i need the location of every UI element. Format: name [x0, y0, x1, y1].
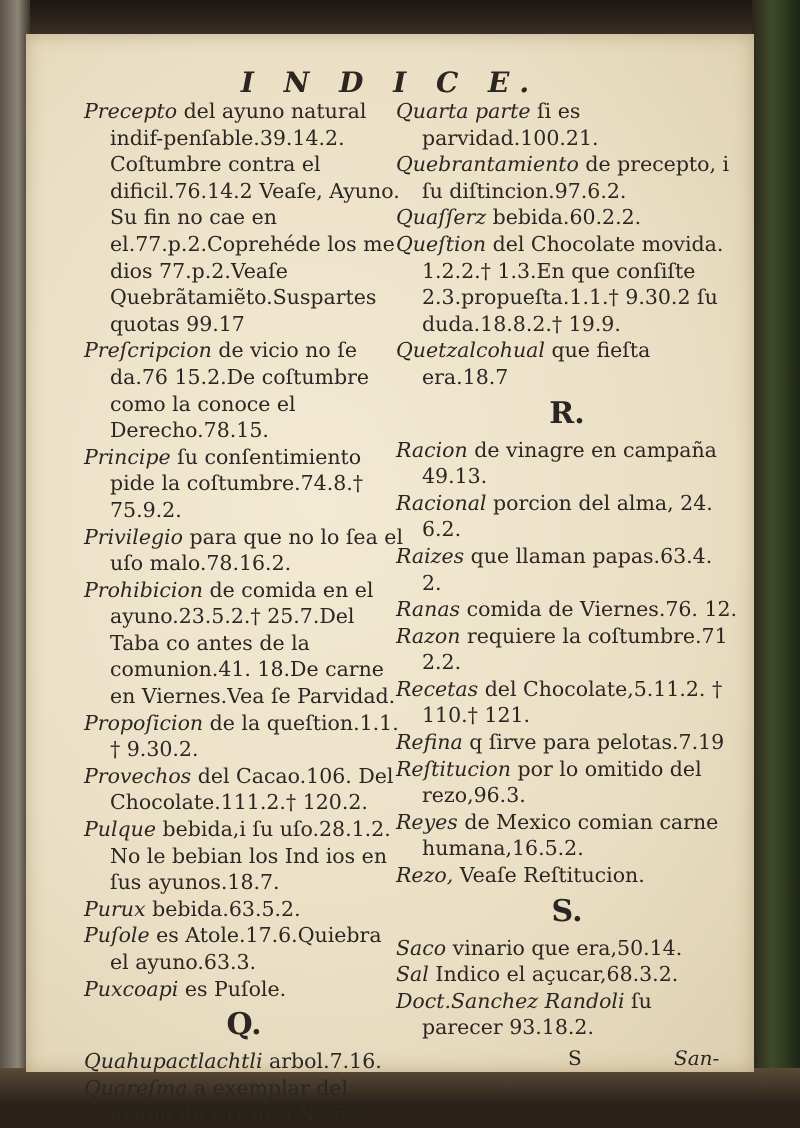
entry-term: Racion — [396, 437, 468, 462]
entry-term: Sal — [396, 962, 429, 987]
entry-term: Privilegio — [84, 524, 183, 549]
index-entry — [84, 577, 404, 710]
index-entry — [396, 596, 738, 623]
entry-term: Precepto — [84, 99, 178, 123]
index-entry — [84, 524, 404, 577]
entry-term: Raizes — [396, 543, 465, 568]
index-entry — [396, 151, 738, 204]
index-entry — [84, 1048, 404, 1075]
entry-text: a exemplar del ayuno de Criſto S.N.35.7. — [110, 1075, 373, 1127]
entry-term: Rezo, — [396, 863, 454, 888]
entry-text: del Chocolate,5.11.2. † 110.† 121. — [422, 676, 723, 728]
entry-text: por lo omitido del rezo,96.3. — [422, 756, 702, 808]
entry-term: Purux — [84, 896, 146, 921]
section-letter: R. — [549, 395, 585, 431]
entry-term: Quahupactlachtli — [84, 1049, 263, 1074]
index-entry — [84, 337, 404, 443]
entry-text: Indico el açucar,68.3.2. — [428, 962, 679, 987]
entry-text: de vinagre en campaña 49.13. — [422, 437, 717, 489]
signature-mark: S — [568, 1046, 582, 1070]
entry-text: arbol.7.16. — [262, 1049, 382, 1074]
index-column-right — [396, 98, 738, 1041]
index-entry — [84, 710, 404, 763]
entry-term: Quarta parte — [396, 99, 531, 123]
entry-term: Saco — [396, 935, 447, 960]
entry-text: de precepto, i ſu diſtincion.97.6.2. — [422, 152, 730, 203]
entry-text: de Mexico comian carne humana,16.5.2. — [422, 809, 719, 861]
index-entry — [396, 437, 738, 490]
entry-term: Racional — [396, 490, 487, 515]
entry-text: Veaſe Reſtitucion. — [453, 863, 645, 888]
entry-term: Reſtitucion — [396, 756, 511, 781]
entry-term: Puſole — [84, 923, 150, 948]
index-entry — [84, 816, 404, 896]
entry-term: Reyes — [396, 809, 458, 834]
entry-text: porcion del alma, 24. 6.2. — [422, 490, 713, 542]
index-entry — [396, 676, 738, 729]
entry-term: Quaſſerz — [396, 205, 487, 230]
index-entry — [396, 98, 738, 151]
index-entry — [396, 756, 738, 809]
index-entry — [396, 490, 738, 543]
book-page — [26, 34, 754, 1127]
index-entry — [396, 729, 738, 756]
index-entry — [396, 935, 738, 962]
entry-term: Doct.Sanchez Randoli — [396, 988, 625, 1013]
index-entry — [84, 976, 404, 1003]
index-entry — [396, 543, 738, 596]
entry-text: es Puſole. — [178, 976, 287, 1001]
index-entry — [84, 1075, 404, 1128]
entry-term: Queſtion — [396, 231, 487, 256]
entry-term: Pulque — [84, 817, 157, 842]
entry-text: de la queſtion.1.1. † 9.30.2. — [110, 710, 399, 762]
catchword: San- — [674, 1046, 720, 1070]
entry-term: Quareſma — [84, 1075, 188, 1100]
index-entry — [84, 763, 404, 816]
entry-text: del Cacao.106. Del Chocolate.111.2.† 120.2. — [110, 763, 394, 815]
section-letter: Q. — [226, 1007, 262, 1043]
entry-text: de vicio no ſe da.76 15.2.De coſtumbre como la conoce el Derecho.78.15. — [110, 338, 370, 443]
index-entry — [396, 961, 738, 988]
entry-term: Recetas — [396, 676, 479, 701]
entry-term: Prohibicion — [84, 577, 203, 602]
entry-term: Razon — [396, 623, 461, 648]
entry-text: requiere la coſtumbre.71 2.2. — [422, 623, 728, 675]
entry-text: es Atole.17.6.Quiebra el ayuno.63.3. — [110, 923, 382, 974]
entry-text: del ayuno natural indif-penſable.39.14.2. Coſtumbre contra el dificil.76.14.2 Veaſe, Ayuno. Su fin no cae en el.77.p.2.Coprehéde los me dios 77.p.2.Veaſe Quebrãtamiẽto.Suspartes quotas 99.17 — [110, 99, 400, 336]
entry-term: Provechos — [84, 763, 192, 788]
entry-term: Refina — [396, 730, 463, 755]
entry-text: de comida en el ayuno.23.5.2.† 25.7.Del Taba co antes de la comunion.41. 18.De carne en Viernes.Vea ſe Parvidad. — [110, 577, 396, 709]
entry-term: Puxcoapi — [84, 976, 179, 1001]
entry-term: Ranas — [396, 597, 461, 622]
entry-text: ſi es parvidad.100.21. — [422, 99, 599, 150]
entry-text: ſu conſentimiento pide la coſtumbre.74.8.† 75.9.2. — [110, 444, 364, 522]
index-entry — [84, 98, 404, 337]
entry-term: Quetzalcohual — [396, 338, 545, 363]
index-entry — [396, 809, 738, 862]
entry-text: bebida.63.5.2. — [145, 896, 301, 921]
index-entry — [396, 231, 738, 337]
entry-text: que fieſta era.18.7 — [422, 338, 651, 389]
entry-term: Preſcripcion — [84, 338, 212, 363]
entry-text: comida de Viernes.76. 12. — [460, 597, 738, 622]
section-letter: S. — [551, 893, 583, 929]
entry-term: Quebrantamiento — [396, 152, 579, 177]
entry-term: Principe — [84, 444, 171, 469]
index-entry — [396, 337, 738, 390]
entry-text: del Chocolate movida. 1.2.2.† 1.3.En que conſiſte 2.3.propueſta.1.1.† 9.30.2 ſu duda.18.8.2.† 19.9. — [422, 231, 724, 336]
index-column-left — [84, 98, 404, 1128]
index-entry — [84, 896, 404, 923]
entry-text: q ſirve para pelotas.7.19 — [462, 730, 725, 755]
index-entry — [396, 988, 738, 1041]
entry-text: ſu parecer 93.18.2. — [422, 988, 652, 1040]
index-entry — [84, 444, 404, 524]
book-edge-right — [752, 0, 800, 1104]
index-entry — [396, 204, 738, 231]
index-entry — [396, 862, 738, 889]
page-header: I N D I C E. — [240, 66, 540, 99]
entry-term: Propoſicion — [84, 710, 204, 735]
entry-text: bebida,i ſu uſo.28.1.2. No le bebian los Ind ios en ſus ayunos.18.7. — [110, 817, 391, 895]
entry-text: para que no lo ſea el uſo malo.78.16.2. — [110, 524, 403, 576]
entry-text: que llaman papas.63.4. 2. — [422, 543, 713, 595]
entry-text: vinario que era,50.14. — [446, 935, 683, 960]
entry-text: bebida.60.2.2. — [486, 205, 642, 230]
index-entry — [84, 922, 404, 975]
index-entry — [396, 623, 738, 676]
